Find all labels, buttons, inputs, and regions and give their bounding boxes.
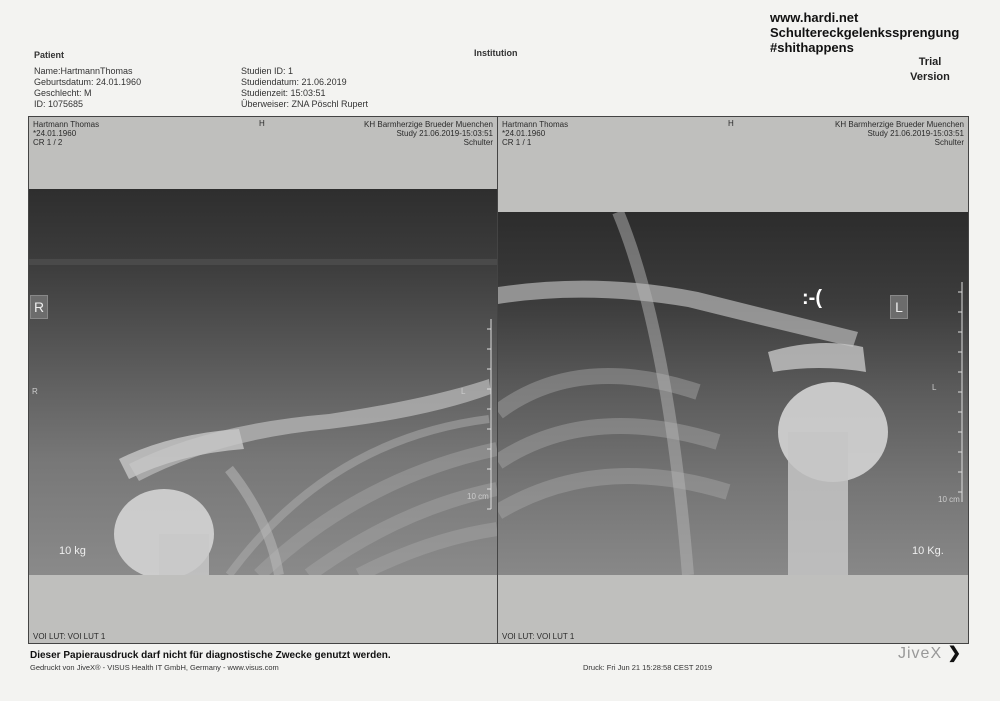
watermark-site: www.hardi.net xyxy=(770,10,859,25)
left-side-small-l: L xyxy=(461,387,466,396)
right-h-marker: H xyxy=(728,119,734,128)
right-side-small-l: L xyxy=(932,383,937,392)
left-side-small-r: R xyxy=(32,387,38,396)
study-info xyxy=(241,66,368,110)
study-id: Studien ID: 1 xyxy=(241,66,294,76)
right-region: Schulter xyxy=(934,138,964,147)
right-scale-label: 10 cm xyxy=(938,495,960,504)
footer-printed-by: Gedruckt von JiveX® - VISUS Health IT GmbH, Germany - www.visus.com xyxy=(30,663,279,672)
patient-label: Patient xyxy=(34,50,65,60)
right-overlay-study xyxy=(835,120,964,147)
jivex-logo-mark: ❯ xyxy=(947,645,962,662)
xray-panel-left[interactable] xyxy=(28,116,498,644)
right-patient-name: Hartmann Thomas xyxy=(502,120,569,129)
patient-id: ID: 1075685 xyxy=(34,99,84,109)
left-study: Study 21.06.2019-15:03:51 xyxy=(396,129,493,138)
left-voi-lut: VOI LUT: VOI LUT 1 xyxy=(33,632,106,641)
right-series: CR 1 / 1 xyxy=(502,138,532,147)
emoticon-sad: :-( xyxy=(802,287,822,309)
right-side-marker: L xyxy=(890,295,908,319)
xray-panel-right[interactable] xyxy=(497,116,969,644)
xray-anatomy-right xyxy=(498,212,968,575)
left-region: Schulter xyxy=(463,138,493,147)
patient-info xyxy=(34,66,141,110)
patient-name: Name:HartmannThomas xyxy=(34,66,133,76)
trial-version-label xyxy=(895,55,965,85)
left-scale-label: 10 cm xyxy=(467,492,489,501)
xray-image-right xyxy=(498,212,968,575)
right-patient-dob: *24.01.1960 xyxy=(502,129,546,138)
right-voi-lut: VOI LUT: VOI LUT 1 xyxy=(502,632,575,641)
trial-line1: Trial xyxy=(918,56,942,68)
study-date: Studiendatum: 21.06.2019 xyxy=(241,77,347,87)
left-h-marker: H xyxy=(259,119,265,128)
footer-print-date: Druck: Fri Jun 21 15:28:58 CEST 2019 xyxy=(583,663,713,672)
left-patient-name: Hartmann Thomas xyxy=(33,120,100,129)
left-patient-dob: *24.01.1960 xyxy=(33,129,77,138)
institution-label: Institution xyxy=(474,48,518,58)
study-time: Studienzeit: 15:03:51 xyxy=(241,88,326,98)
patient-dob: Geburtsdatum: 24.01.1960 xyxy=(34,77,142,87)
right-hospital: KH Barmherzige Brueder Muenchen xyxy=(835,120,964,129)
xray-anatomy-left xyxy=(29,189,497,575)
left-overlay-patient xyxy=(33,120,99,147)
trial-line2: Version xyxy=(910,71,950,83)
watermark-hashtag: #shithappens xyxy=(770,40,854,55)
study-referrer: Überweiser: ZNA Pöschl Rupert xyxy=(241,99,369,109)
footer-disclaimer: Dieser Papierausdruck darf nicht für diagnostische Zwecke genutzt werden. xyxy=(30,650,391,661)
jivex-logo xyxy=(898,643,962,663)
left-series: CR 1 / 2 xyxy=(33,138,63,147)
left-weight-label: 10 kg xyxy=(59,545,86,557)
right-weight-label: 10 Kg. xyxy=(912,545,944,557)
left-hospital: KH Barmherzige Brueder Muenchen xyxy=(364,120,493,129)
left-overlay-study xyxy=(364,120,493,147)
jivex-logo-text: JiveX xyxy=(898,645,943,662)
xray-image-left xyxy=(29,189,497,575)
right-study: Study 21.06.2019-15:03:51 xyxy=(867,129,964,138)
watermark-title: Schultereckgelenkssprengung xyxy=(770,25,960,40)
left-side-marker: R xyxy=(30,295,48,319)
right-overlay-patient xyxy=(502,120,568,147)
patient-sex: Geschlecht: M xyxy=(34,88,92,98)
